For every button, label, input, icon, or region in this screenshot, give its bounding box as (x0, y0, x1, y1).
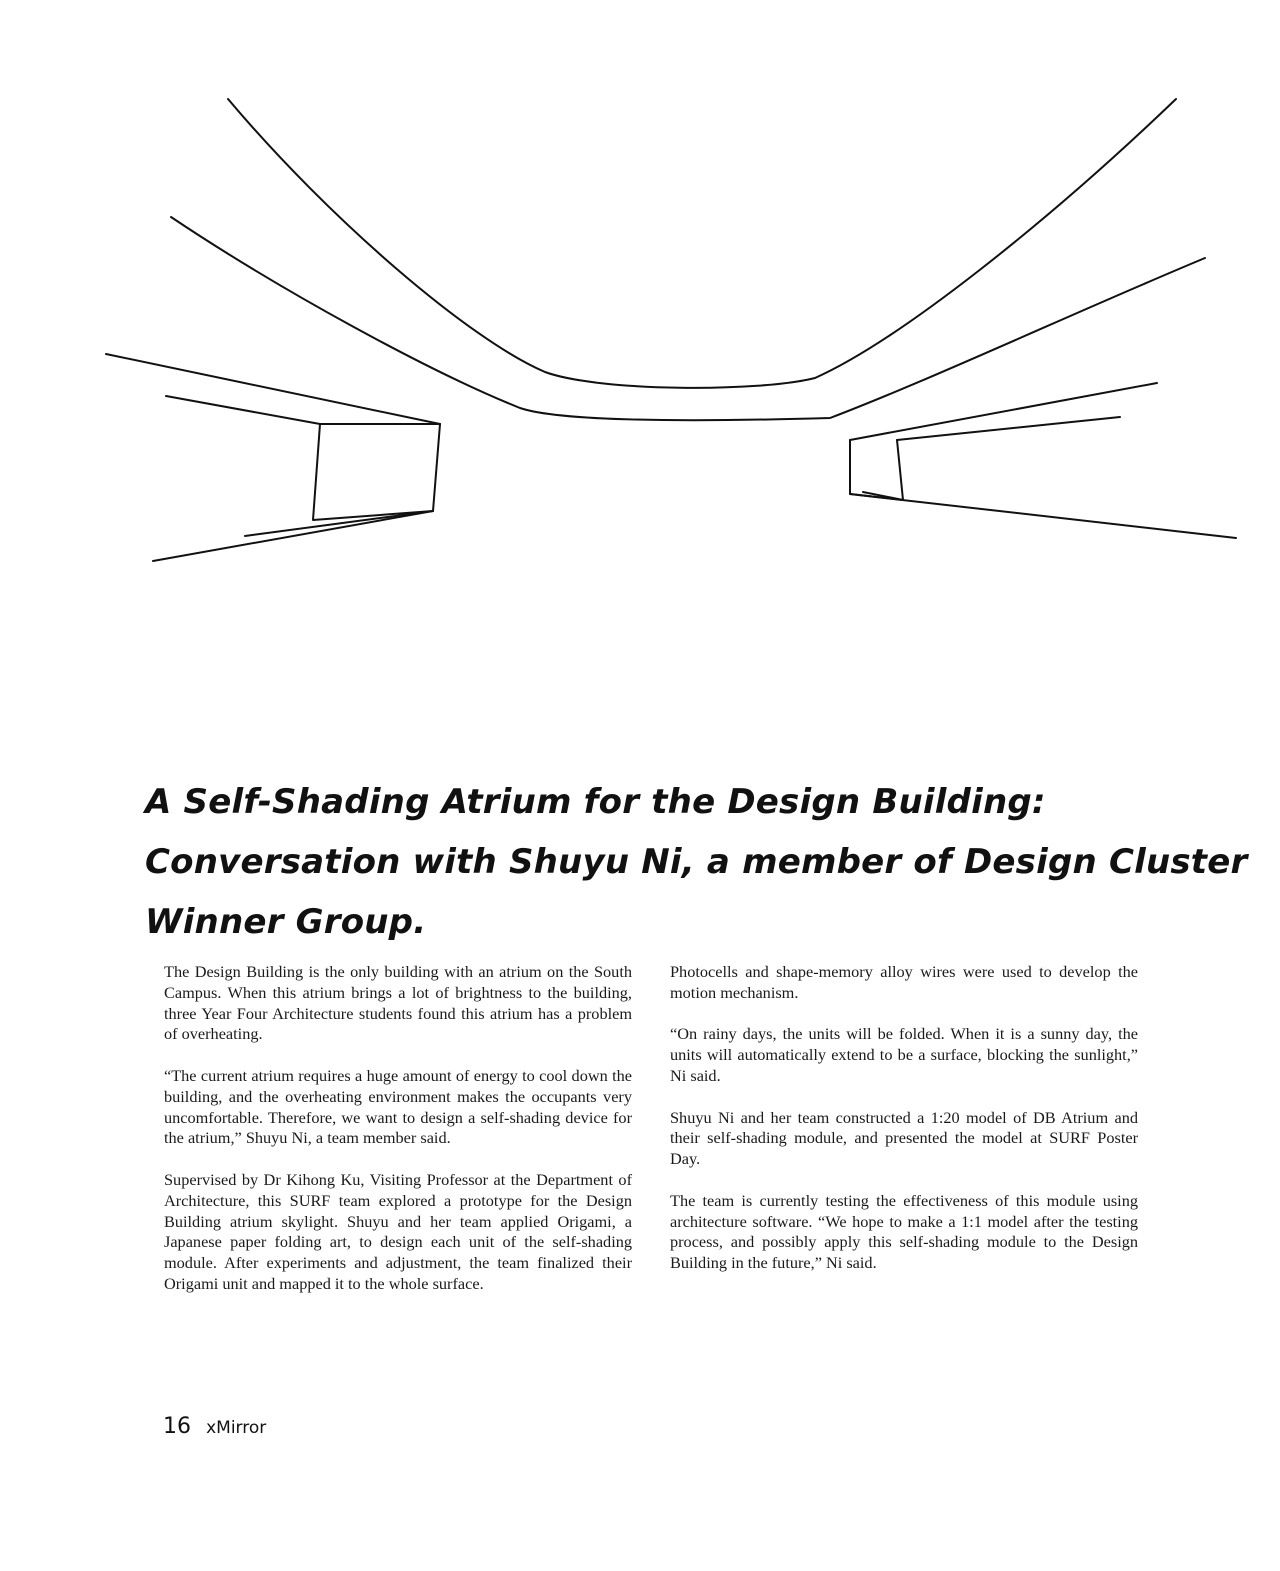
atrium-outer-curve (228, 99, 1176, 388)
left-lower-line-b (153, 511, 433, 561)
paragraph: Supervised by Dr Kihong Ku, Visiting Professor at the Department of Architecture, this SURF team explored a prototype for the Design Building atrium skylight. Shuyu and her team applied Origami, a Japanese paper folding art, to design each unit of the self-shading module. After experiments and adjustment, the team finalized their Origami unit and mapped it to the whole surface. (164, 1169, 632, 1293)
right-second-line (897, 417, 1120, 440)
magazine-name: xMirror (206, 1418, 267, 1438)
paragraph: Photocells and shape-memory alloy wires were used to develop the motion mechanism. (670, 962, 1138, 1002)
right-column (670, 962, 1138, 1295)
paragraph: “On rainy days, the units will be folded. When it is a sunny day, the units will automatically extend to be a surface, blocking the sunlight,” Ni said. (670, 1024, 1138, 1085)
left-upper-line (106, 354, 440, 424)
page-footer (163, 1414, 266, 1439)
atrium-inner-curve (171, 217, 1205, 420)
right-lower-line-b (850, 494, 1236, 538)
paragraph: The team is currently testing the effectiveness of this module using architecture software. “We hope to make a 1:1 model after the testing process, and possibly apply this self-shading module to the Design Building in the future,” Ni said. (670, 1190, 1138, 1273)
left-column (164, 962, 632, 1316)
right-box (850, 440, 903, 500)
left-lower-line-a (245, 511, 433, 536)
paragraph: Shuyu Ni and her team constructed a 1:20 model of DB Atrium and their self-shading module, and presented the model at SURF Poster Day. (670, 1107, 1138, 1169)
paragraph: The Design Building is the only building with an atrium on the South Campus. When this atrium brings a lot of brightness to the building, three Year Four Architecture students found this atrium has a problem of overheating. (164, 962, 632, 1044)
article-title: A Self-Shading Atrium for the Design Building: Conversation with Shuyu Ni, a member of Design Cluster Winner Group. (145, 782, 1248, 942)
page-number: 16 (163, 1414, 191, 1439)
atrium-line-drawing (0, 0, 1280, 620)
left-second-line (166, 396, 440, 424)
left-box (313, 424, 440, 520)
paragraph: “The current atrium requires a huge amount of energy to cool down the building, and the overheating environment makes the occupants very uncomfortable. Therefore, we want to design a self-shading device for the atrium,” Shuyu Ni, a team member said. (164, 1065, 632, 1148)
